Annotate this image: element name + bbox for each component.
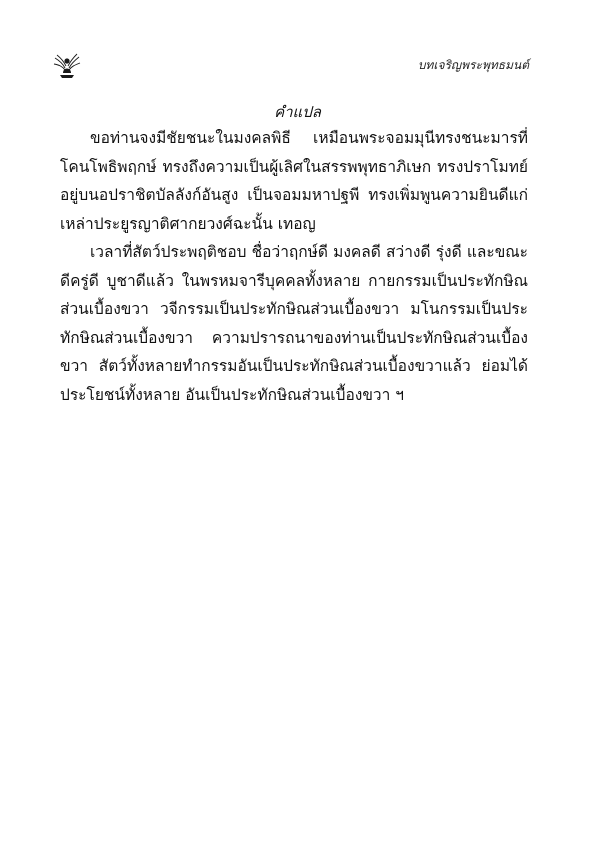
body-text [60,124,528,409]
running-header-title: บทเจริญพระพุทธมนต์ [417,58,529,72]
paragraph-2: เวลาที่สัตว์ประพฤติชอบ ชื่อว่าฤกษ์ดี มงคลดี สว่างดี รุ่งดี และขณะดีครู่ดี บูชาดีแล้ว ในพรหมจารีบุคคลทั้งหลาย กายกรรมเป็นประทักษิณส่วนเบื้องขวา วจีกรรมเป็นประทักษิณส่วนเบื้องขวา มโนกรรมเป็นประทักษิณส่วนเบื้องขวา ความปรารถนาของท่านเป็นประทักษิณส่วนเบื้องขวา สัตว์ทั้งหลายทำกรรมอันเป็นประทักษิณส่วนเบื้องขวาแล้ว ย่อมได้ประโยชน์ทั้งหลาย อันเป็นประทักษิณส่วนเบื้องขวา ฯ [60,243,528,404]
buddha-emblem-icon [52,52,82,80]
paragraph-1: ขอท่านจงมีชัยชนะในมงคลพิธี เหมือนพระจอมมุนีทรงชนะมารที่โคนโพธิพฤกษ์ ทรงถึงความเป็นผู้เลิศในสรรพพุทธาภิเษก ทรงปราโมทย์อยู่บนอปราชิตบัลลังก์อันสูง เป็นจอมมหาปฐพี ทรงเพิ่มพูนความยินดีแก่เหล่าประยูรญาติศากยวงศ์ฉะนั้น เทอญ [60,129,528,233]
section-title: คำแปล [274,103,321,121]
